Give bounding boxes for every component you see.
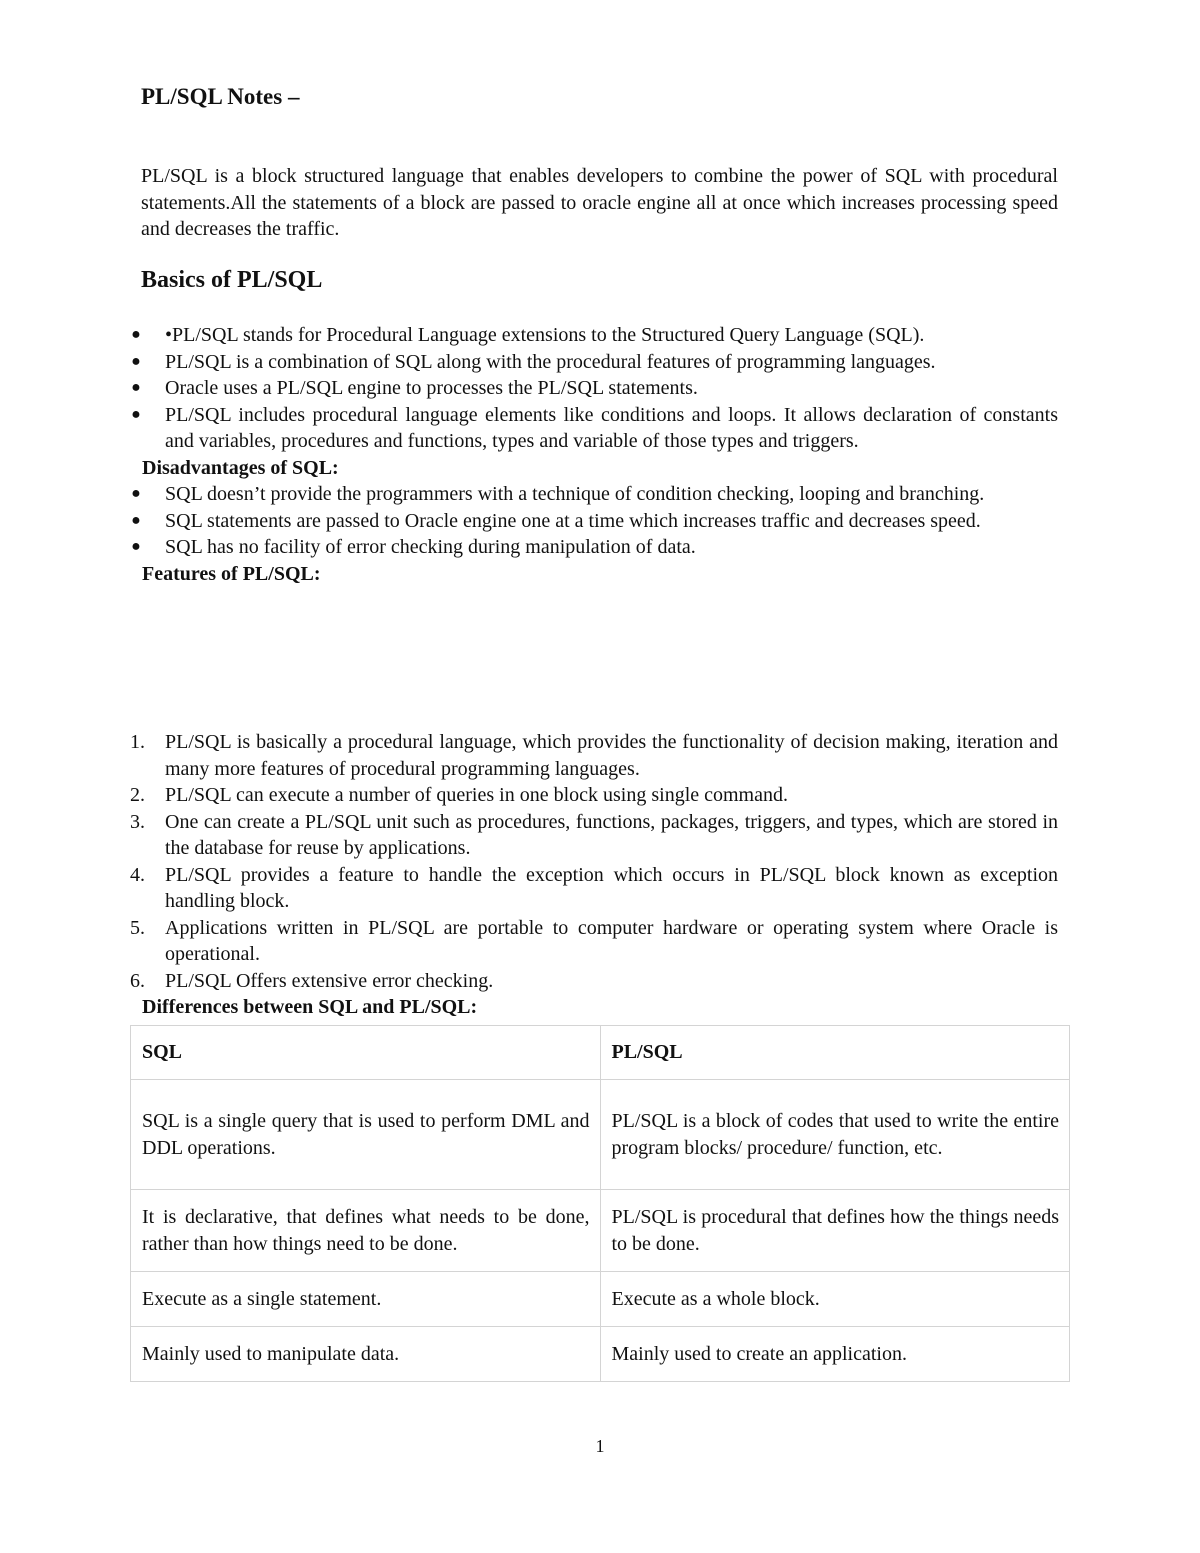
table-cell: Mainly used to create an application.	[600, 1327, 1070, 1382]
features-list	[130, 729, 1058, 1021]
list-item: ● SQL has no facility of error checking during manipulation of data.	[130, 534, 1058, 561]
list-item: ● SQL statements are passed to Oracle engine one at a time which increases traffic and decreases speed.	[130, 508, 1058, 535]
list-item: ● PL/SQL is a combination of SQL along with the procedural features of programming languages.	[130, 349, 1058, 376]
bullet-icon: ●	[131, 511, 141, 529]
numbered-item: 1. PL/SQL is basically a procedural language, which provides the functionality of decision making, iteration and many more features of procedural programming languages.	[130, 731, 1058, 780]
bullet-icon: ●	[131, 485, 141, 502]
numbered-item: 6. PL/SQL Offers extensive error checking.	[130, 969, 494, 992]
table-row	[131, 1327, 1070, 1382]
numbered-item: 4. PL/SQL provides a feature to handle the exception which occurs in PL/SQL block known as exception handling block.	[130, 863, 1058, 912]
table-header-row	[131, 1026, 1070, 1080]
bullet-icon: ●	[131, 379, 141, 396]
page-number: 1	[595, 1436, 605, 1456]
table-row	[131, 1190, 1070, 1272]
bullet-icon: ●	[131, 538, 141, 555]
table-cell: Execute as a whole block.	[600, 1272, 1070, 1327]
intro-paragraph: PL/SQL is a block structured language that enables developers to combine the power of SQL with procedural statements.All the statements of a block are passed to oracle engine all at once which increases processing speed and decreases the traffic.	[141, 165, 1058, 240]
bullet-icon: ●	[131, 326, 141, 343]
basics-heading: Basics of PL/SQL	[141, 267, 323, 293]
page-title: PL/SQL Notes –	[141, 84, 300, 109]
table-cell: SQL is a single query that is used to perform DML and DDL operations.	[131, 1080, 601, 1190]
column-header-plsql: PL/SQL	[600, 1026, 1070, 1080]
basics-list	[130, 322, 1058, 587]
features-heading: Features of PL/SQL:	[142, 562, 321, 585]
numbered-item: 2. PL/SQL can execute a number of queries in one block using single command.	[130, 784, 788, 806]
numbered-item: 5. Applications written in PL/SQL are portable to computer hardware or operating system where Oracle is operational.	[130, 916, 1058, 965]
table-cell: PL/SQL is procedural that defines how the things needs to be done.	[600, 1190, 1070, 1272]
list-item: ● SQL doesn’t provide the programmers with a technique of condition checking, looping and branching.	[130, 481, 1058, 508]
table-cell: Execute as a single statement.	[131, 1272, 601, 1327]
table-row	[131, 1272, 1070, 1327]
table-row	[131, 1080, 1070, 1190]
table-cell: PL/SQL is a block of codes that used to write the entire program blocks/ procedure/ function, etc.	[600, 1080, 1070, 1190]
bullet-icon: ●	[131, 405, 141, 423]
list-item: ● PL/SQL includes procedural language elements like conditions and loops. It allows declaration of constants and variables, procedures and functions, types and variable of those types and triggers.	[131, 403, 1058, 452]
list-item: ● Oracle uses a PL/SQL engine to processes the PL/SQL statements.	[130, 375, 1058, 402]
numbered-item: 3. One can create a PL/SQL unit such as procedures, functions, packages, triggers, and types, which are stored in the database for reuse by applications.	[130, 810, 1058, 859]
table-cell: It is declarative, that defines what needs to be done, rather than how things need to be done.	[131, 1190, 601, 1272]
column-header-sql: SQL	[131, 1026, 601, 1080]
bullet-icon: ●	[131, 352, 141, 370]
disadvantages-heading: Disadvantages of SQL:	[142, 456, 339, 479]
differences-heading: Differences between SQL and PL/SQL:	[142, 996, 478, 1018]
list-item: ● •PL/SQL stands for Procedural Language extensions to the Structured Query Language (SQL).	[130, 322, 1058, 349]
table-cell: Mainly used to manipulate data.	[131, 1327, 601, 1382]
comparison-table	[130, 1025, 1070, 1382]
